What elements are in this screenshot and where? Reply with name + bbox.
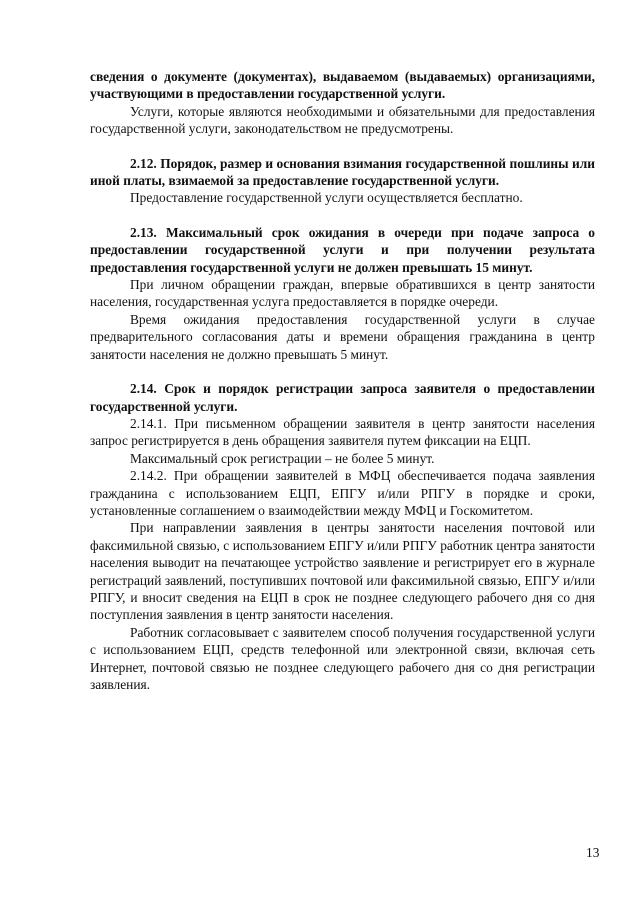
section-heading: 2.14. Срок и порядок регистрации запроса заявителя о предоставлении государственной услуги. (90, 381, 595, 414)
paragraph: Услуги, которые являются необходимыми и обязательными для предоставления государственной услуги, законодательством не предусмотрены. (90, 103, 595, 137)
paragraph-spacer (90, 207, 595, 224)
paragraph: 2.14.2. При обращении заявителей в МФЦ обеспечивается подача заявления гражданина с использованием ЕЦП, ЕПГУ и/или РПГУ в порядке и сроки, установленные соглашением о взаимодействии между МФЦ и Госкомитетом. (90, 468, 595, 518)
paragraph: При направлении заявления в центры занятости населения почтовой или факсимильной связью, с использованием ЕПГУ и/или РПГУ работник центра занятости населения выводит на печатающее устройство заявление и регистрирует его в журнале регистраций заявлений, поступивших почтовой или факсимильной связью, ЕПГУ и/или РПГУ, и вносит сведения на ЕЦП в срок не позднее следующего рабочего дня со дня поступления заявления в центр занятости населения. (90, 520, 595, 623)
document-body (90, 68, 595, 693)
paragraph-spacer (90, 138, 595, 155)
section-heading: 2.12. Порядок, размер и основания взимания государственной пошлины или иной платы, взимаемой за предоставление государственной услуги. (90, 155, 595, 189)
section-heading: 2.13. Максимальный срок ожидания в очереди при подаче запроса о предоставлении государственной услуги и при получении результата предоставления государственной услуги не должен превышать 15 минут. (90, 224, 595, 275)
paragraph: Работник согласовывает с заявителем способ получения государственной услуги с использованием ЕЦП, средств телефонной или электронной связи, включая сеть Интернет, почтовой связью не позднее следующего рабочего дня со дня регистрации заявления. (90, 624, 595, 692)
section-heading: сведения о документе (документах), выдаваемом (выдаваемых) организациями, участвующими в предоставлении государственной услуги. (90, 69, 595, 102)
page-number: 13 (586, 845, 600, 860)
paragraph: При личном обращении граждан, впервые обратившихся в центр занятости населения, государственная услуга предоставляется в порядке очереди. (90, 277, 595, 310)
paragraph: Предоставление государственной услуги осуществляется бесплатно. (130, 190, 523, 206)
paragraph: Время ожидания предоставления государственной услуги в случае предварительного согласования даты и времени обращения гражданина в центр занятости населения не должно превышать 5 минут. (90, 311, 595, 362)
paragraph: 2.14.1. При письменном обращении заявителя в центр занятости населения запрос регистрируется в день обращения заявителя путем фиксации на ЕЦП. (90, 415, 595, 449)
paragraph-spacer (90, 363, 595, 380)
paragraph: Максимальный срок регистрации – не более 5 минут. (130, 450, 435, 466)
